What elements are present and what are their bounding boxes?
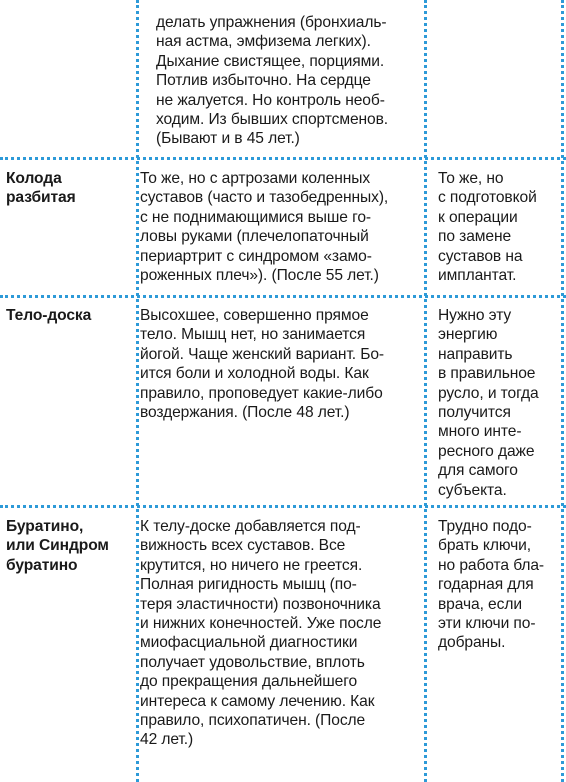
- row-divider-2: [0, 295, 566, 298]
- column-divider-2: [424, 0, 427, 782]
- row-2-name: Тело-доска: [6, 307, 92, 324]
- row-3-note: Трудно подо- брать ключи, но работа бла- годарная для врача, если эти ключи по- добраны.: [438, 518, 544, 652]
- row-1-note: То же, но с подготовкой к операции по замене суставов на имплантат.: [438, 170, 537, 285]
- row-divider-1: [0, 157, 566, 160]
- row-0-description: делать упражнения (бронхиаль- ная астма, эмфизема легких). Дыхание свистящее, порциями. Потлив избыточно. На сердце не жалуется. Но контроль необ- ходим. Из бывших спортсменов. (Бывают и в 45 лет.): [156, 14, 389, 148]
- row-1-description: То же, но с артрозами коленных суставов (часто и тазобедренных), с не поднимающимися выше го- ловы руками (плечелопаточный периартрит с синдромом «замо- роженных плеч»). (После 55 лет.): [140, 170, 389, 285]
- row-1-name: Колода разбитая: [6, 170, 76, 207]
- row-3-name: Буратино, или Синдром буратино: [6, 518, 109, 574]
- row-2-description: Высохшее, совершенно прямое тело. Мышц нет, но занимается йогой. Чаще женский вариант. Бо- ится боли и холодной воды. Как правило, проповедует какие-либо воздержания. (После 48 лет.): [140, 307, 385, 422]
- row-divider-3: [0, 505, 566, 508]
- row-3-description: К телу-доске добавляется под- вижность всех суставов. Все крутится, но ничего не греется. Полная ригидность мышц (по- теря эластичности) позвоночника и нижних конечностей. Уже после миофасциальной диагностики получает удовольствие, вплоть до прекращения дальнейшего интереса к самому лечению. Как правило, психопатичен. (После 42 лет.): [140, 518, 382, 749]
- row-2-note: Нужно эту энергию направить в правильное русло, и тогда получится много инте- ресного даже для самого субъекта.: [438, 307, 539, 499]
- column-divider-right: [561, 0, 564, 782]
- column-divider-1: [136, 0, 139, 782]
